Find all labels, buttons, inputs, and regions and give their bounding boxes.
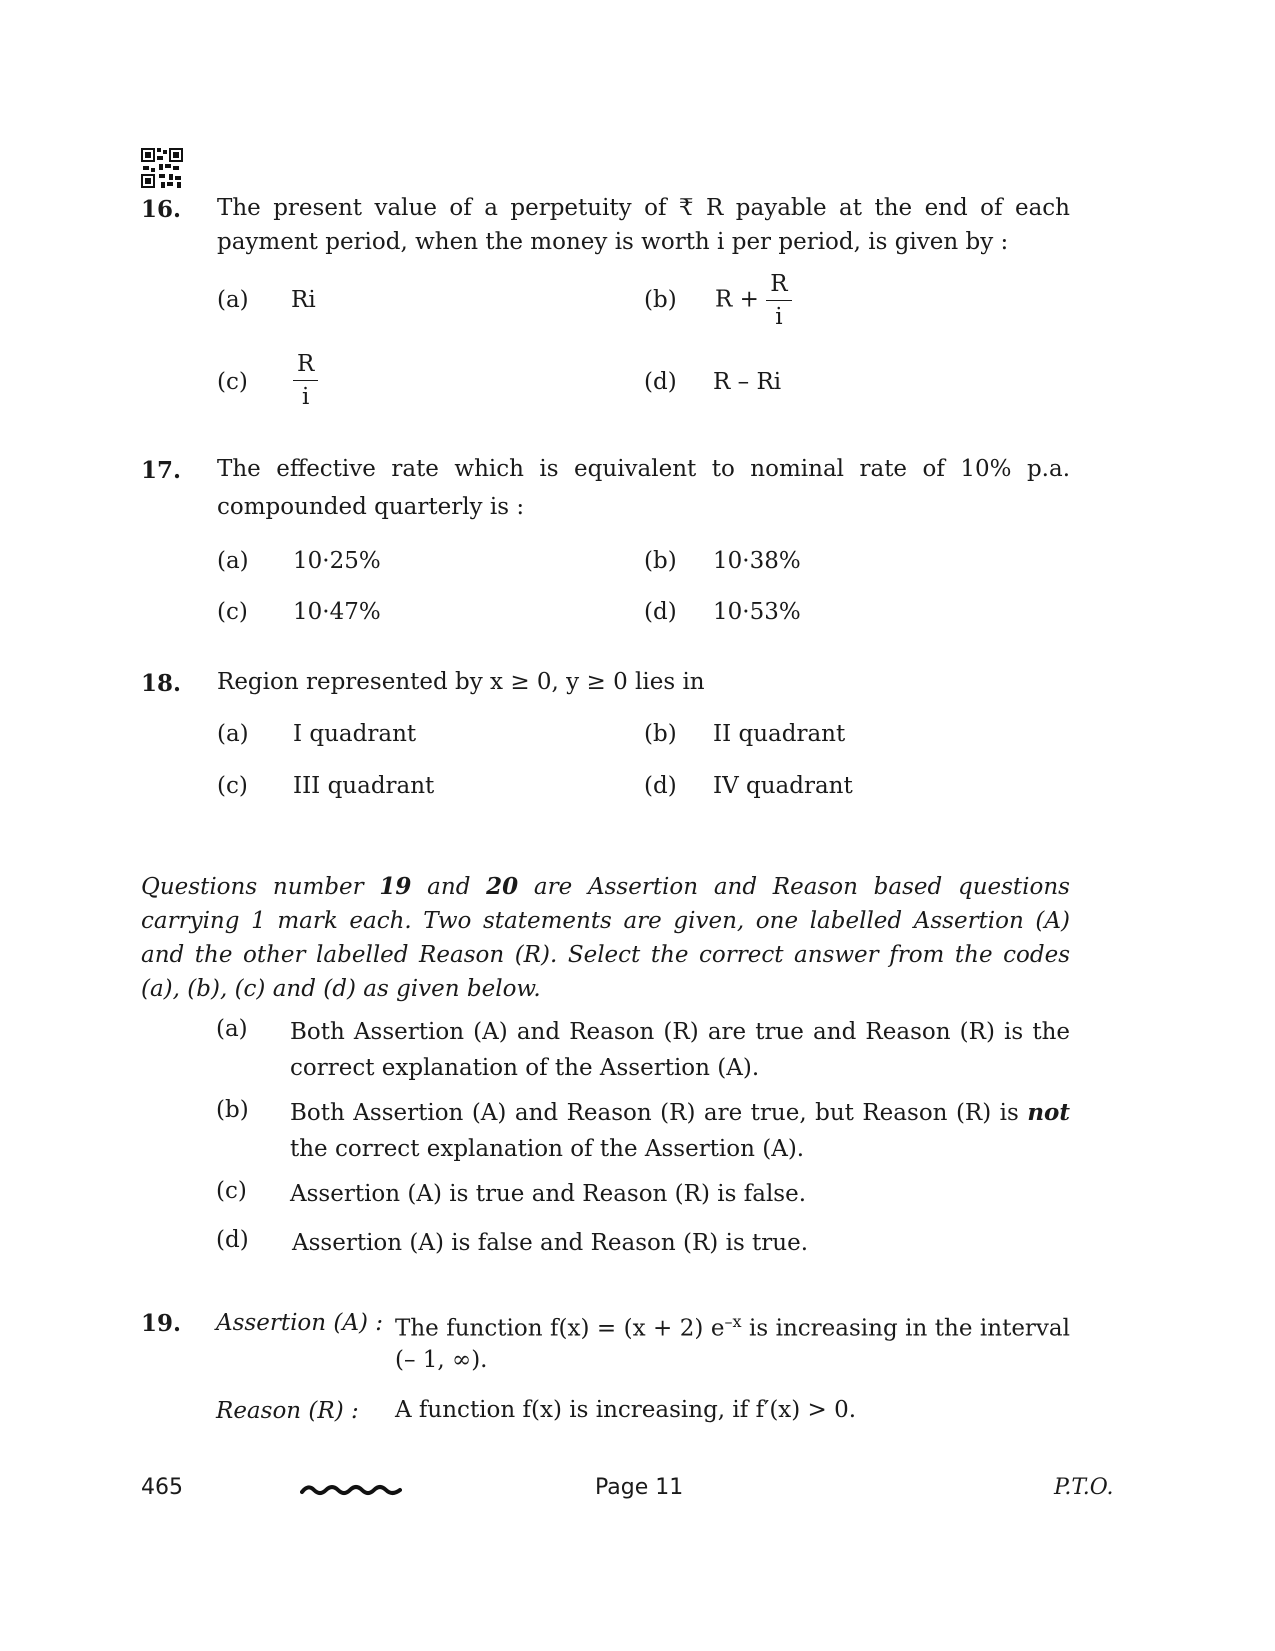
assertion-text: is increasing in the interval bbox=[741, 1315, 1070, 1342]
option-text: R – Ri bbox=[713, 369, 782, 395]
emphasis-text: not bbox=[1027, 1099, 1070, 1126]
exponent: –x bbox=[724, 1312, 742, 1331]
question-ref: 19 bbox=[379, 873, 412, 900]
code-label: (c) bbox=[216, 1178, 247, 1204]
code-text: Both Assertion (A) and Reason (R) are true, but Reason (R) is bbox=[290, 1100, 1028, 1126]
option-text: 10·38% bbox=[713, 548, 801, 574]
option-label: (b) bbox=[644, 721, 677, 747]
code-text: Assertion (A) is true and Reason (R) is false. bbox=[290, 1181, 807, 1207]
option-label: (d) bbox=[644, 773, 677, 799]
fraction-numerator: R bbox=[766, 270, 791, 301]
instructions-text: Questions number bbox=[141, 874, 380, 900]
question-text-line: compounded quarterly is : bbox=[217, 494, 525, 520]
option-label: (c) bbox=[217, 599, 248, 625]
code-label: (b) bbox=[216, 1097, 249, 1123]
reason-text: A function f(x) is increasing, if f′(x) > 0. bbox=[395, 1397, 857, 1423]
option-label: (b) bbox=[644, 287, 677, 313]
question-number: 18. bbox=[141, 670, 182, 697]
assertion-text: The function f(x) = (x + 2) e bbox=[395, 1315, 725, 1342]
option-label: (c) bbox=[217, 369, 248, 395]
fraction-numerator: R bbox=[293, 350, 318, 381]
option-fraction-expression bbox=[715, 270, 792, 331]
wave-divider-icon bbox=[300, 1482, 402, 1498]
assertion-text-line: (– 1, ∞). bbox=[395, 1347, 488, 1373]
instructions-text: and bbox=[411, 874, 487, 900]
question-number: 19. bbox=[141, 1310, 182, 1337]
option-label: (d) bbox=[644, 599, 677, 625]
fraction-denominator: i bbox=[775, 304, 783, 330]
question-text-line: The present value of a perpetuity of ₹ R payable at the end of each bbox=[217, 195, 1070, 221]
instructions-text: are Assertion and Reason based questions carrying 1 mark each. Two statements are given, one labelled Assertion (A) and the other labelled Reason (R). Select the correct answer from the codes (a), (b), (c) and (d) as given below. bbox=[141, 874, 1070, 1002]
option-label: (d) bbox=[644, 369, 677, 395]
section-instructions bbox=[141, 870, 1070, 1006]
paper-code: 465 bbox=[141, 1475, 183, 1500]
code-text: Assertion (A) is false and Reason (R) is true. bbox=[292, 1230, 809, 1256]
code-text-line: the correct explanation of the Assertion (A). bbox=[290, 1136, 805, 1162]
option-text: 10·47% bbox=[293, 599, 381, 625]
fraction bbox=[766, 270, 791, 331]
option-text: III quadrant bbox=[293, 773, 435, 799]
code-label: (a) bbox=[216, 1016, 248, 1042]
fraction-denominator: i bbox=[301, 384, 310, 410]
assertion-label: Assertion (A) : bbox=[216, 1310, 384, 1336]
fraction bbox=[293, 350, 318, 411]
code-text-line: Both Assertion (A) and Reason (R) are true and Reason (R) is the bbox=[290, 1019, 1070, 1045]
option-text: Ri bbox=[291, 287, 316, 313]
option-prefix: R + bbox=[715, 286, 759, 313]
question-number: 16. bbox=[141, 196, 182, 223]
option-text: 10·53% bbox=[713, 599, 801, 625]
option-label: (a) bbox=[217, 721, 249, 747]
option-label: (c) bbox=[217, 773, 248, 799]
option-fraction-expression bbox=[293, 350, 318, 411]
question-text-line: The effective rate which is equivalent to nominal rate of 10% p.a. bbox=[217, 456, 1070, 482]
page-number: Page 11 bbox=[595, 1475, 684, 1500]
code-text-line: correct explanation of the Assertion (A). bbox=[290, 1055, 760, 1081]
question-number: 17. bbox=[141, 457, 182, 484]
option-label: (a) bbox=[217, 287, 249, 313]
question-text: Region represented by x ≥ 0, y ≥ 0 lies in bbox=[217, 669, 705, 695]
question-text-line: payment period, when the money is worth i per period, is given by : bbox=[217, 229, 1009, 255]
option-text: 10·25% bbox=[293, 548, 381, 574]
option-label: (b) bbox=[644, 548, 677, 574]
reason-label: Reason (R) : bbox=[216, 1398, 359, 1424]
option-text: II quadrant bbox=[713, 721, 846, 747]
qr-code-icon bbox=[141, 148, 183, 188]
code-label: (d) bbox=[216, 1227, 249, 1253]
option-text: IV quadrant bbox=[713, 773, 853, 799]
question-ref: 20 bbox=[486, 873, 519, 900]
option-label: (a) bbox=[217, 548, 249, 574]
code-text-line bbox=[290, 1095, 1070, 1131]
pto-label: P.T.O. bbox=[1054, 1475, 1114, 1500]
option-text: I quadrant bbox=[293, 721, 417, 747]
